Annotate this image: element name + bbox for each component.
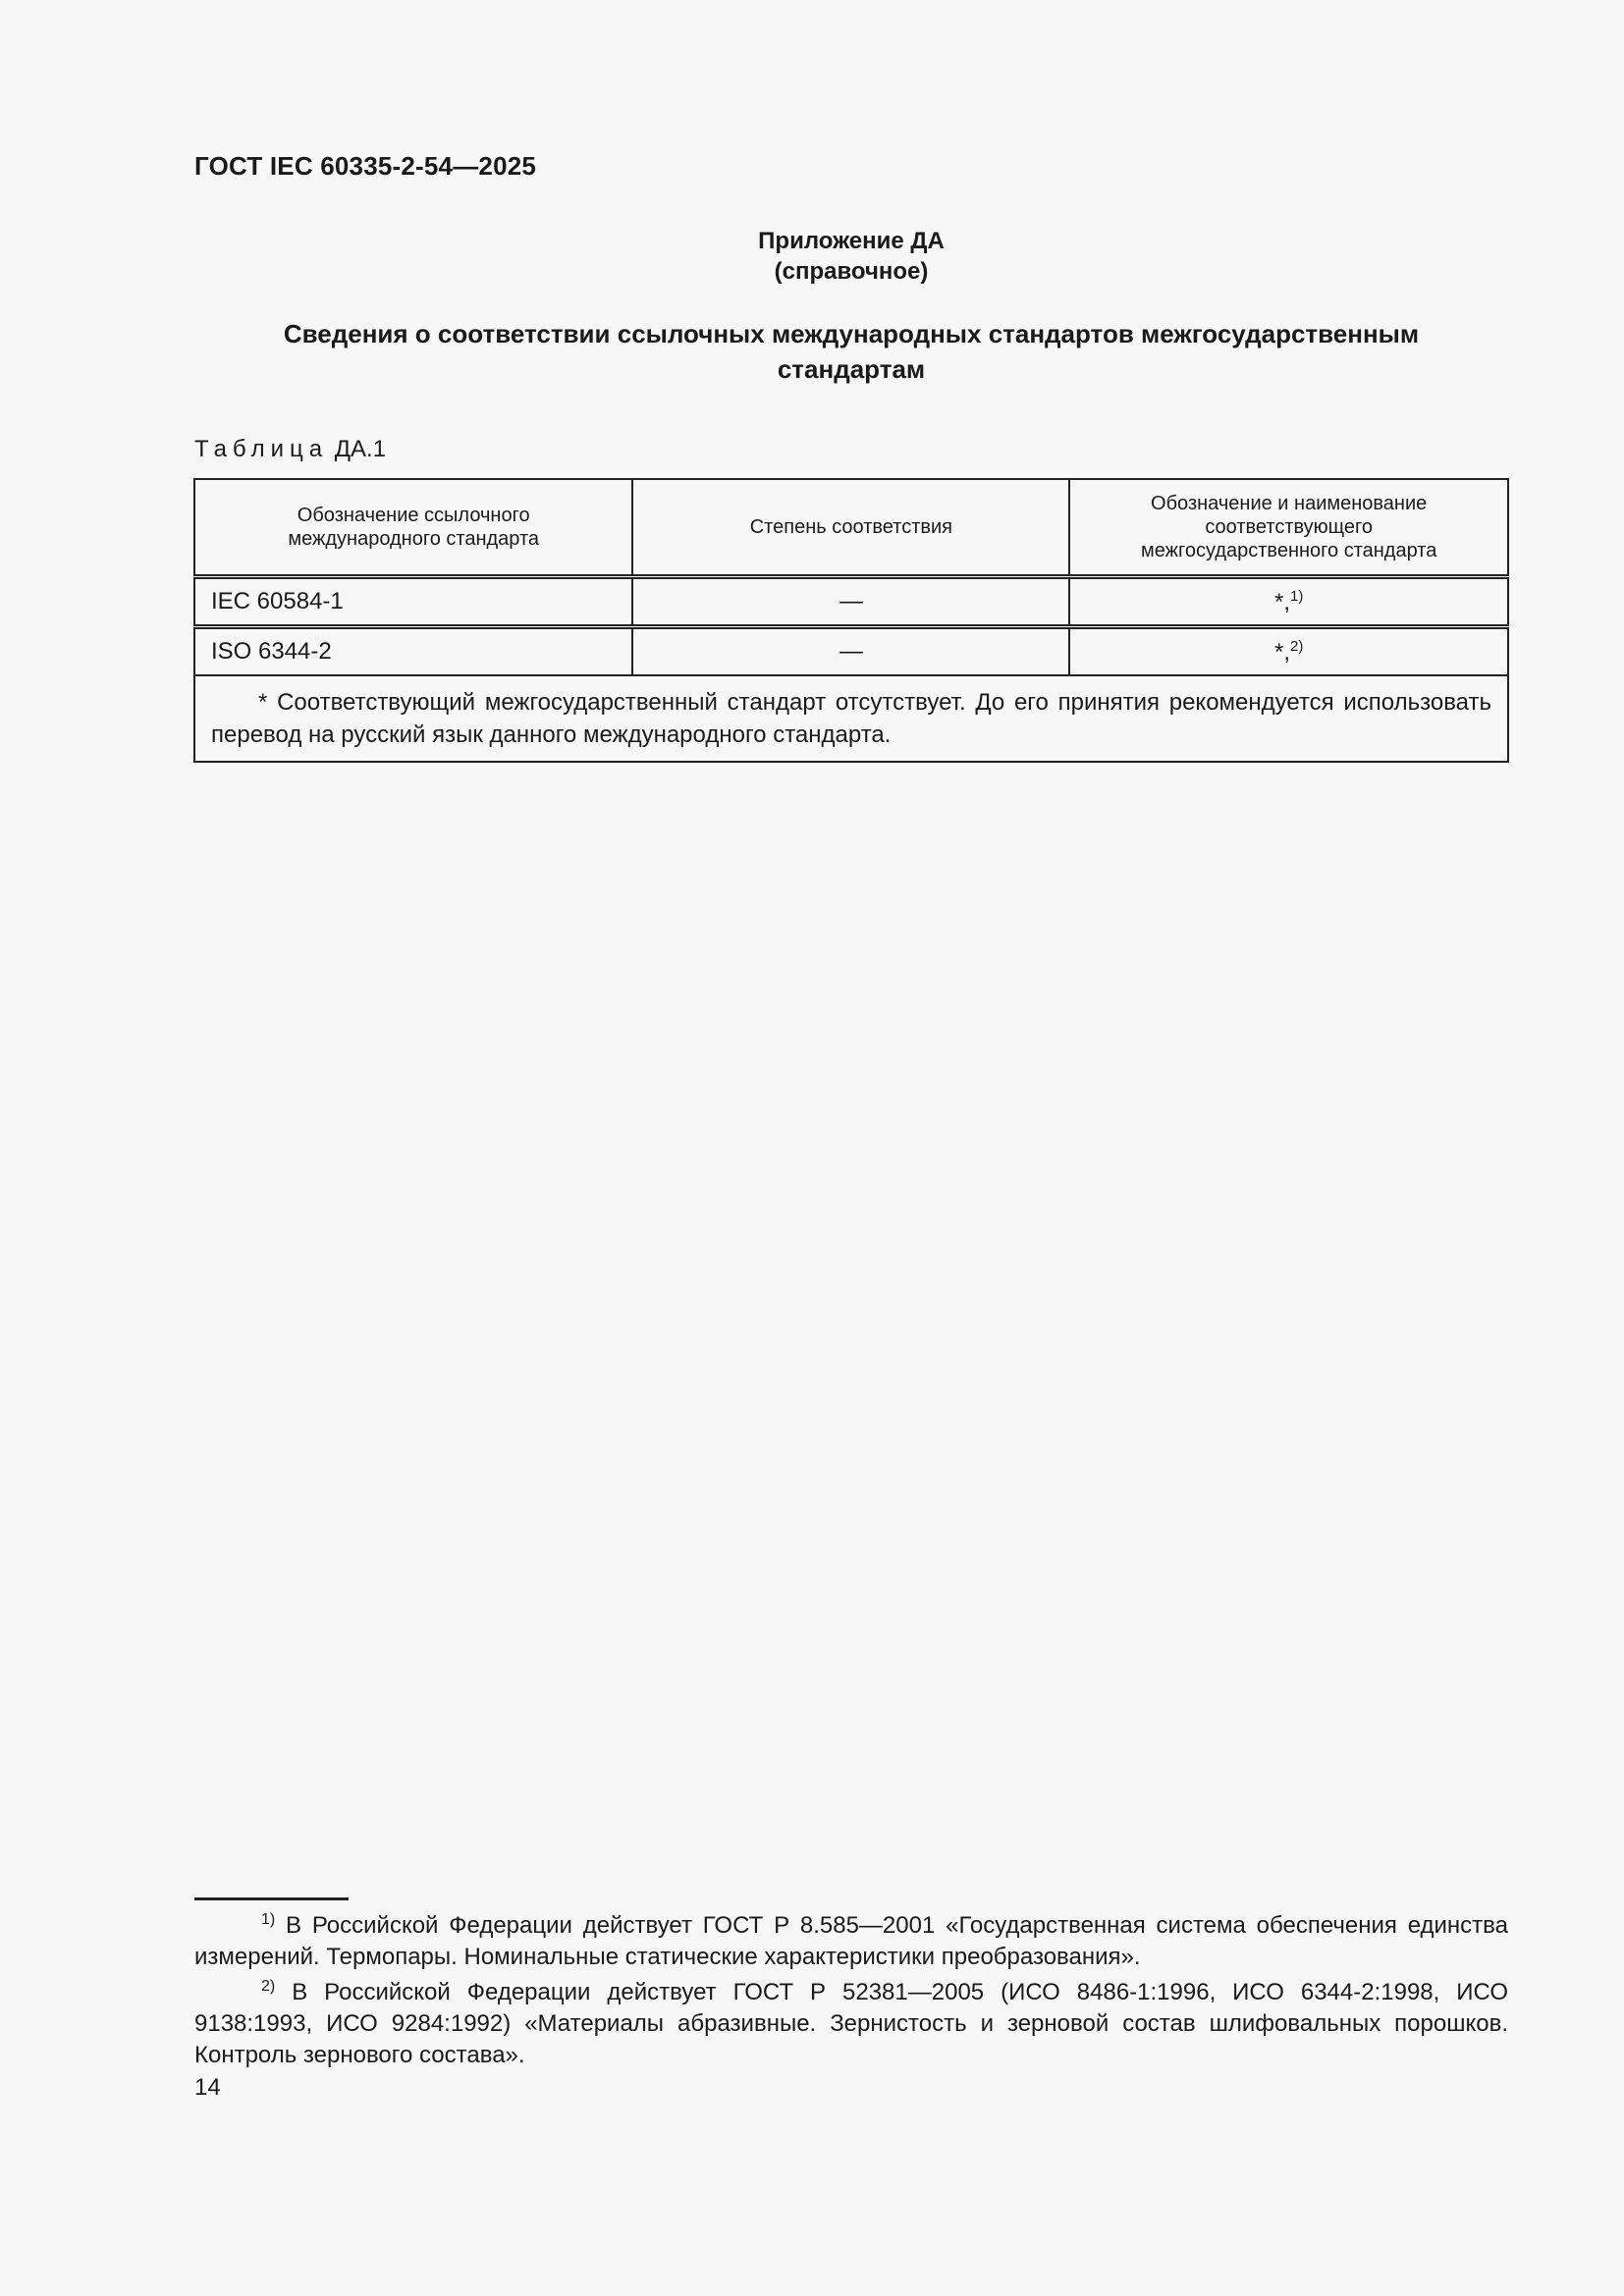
column-header-degree-text: Степень соответствия [749, 516, 952, 538]
footnote-2-mark: 2) [261, 1978, 276, 1995]
table-note: * Соответствующий межгосударственный стандарт отсутствует. До его принятия рекомендуется использовать перевод на русский язык данного международного стандарта. [194, 675, 1508, 762]
cell-reference: ISO 6344-2 [194, 627, 632, 676]
column-header-degree [632, 479, 1069, 577]
cell-degree: — [632, 627, 1069, 676]
footnote-2-text: В Российской Федерации действует ГОСТ Р 52381—2005 (ИСО 8486-1:1996, ИСО 6344-2:1998, ИСО 9138:1993, ИСО 9284:1992) «Материалы абразивные. Зернистость и зерновой состав шлифовальных порошков. Контроль зернового состава». [194, 1979, 1509, 2068]
designation-mark: *, [1273, 588, 1290, 615]
standards-correspondence-table [193, 478, 1509, 763]
cell-designation [1069, 577, 1508, 627]
footnote-1-text: В Российской Федерации действует ГОСТ Р 8.585—2001 «Государственная система обеспечения единства измерений. Термопары. Номинальные статические характеристики преобразования». [194, 1912, 1508, 1970]
table-caption [194, 436, 386, 463]
table-header-row [194, 479, 1508, 577]
column-header-reference [194, 479, 632, 577]
table-row [194, 627, 1508, 676]
column-header-reference-text: Обозначение ссылочного международного стандарта [288, 505, 540, 550]
footnote-2 [194, 1971, 1508, 2071]
page-number: 14 [194, 2074, 221, 2101]
table-caption-word: Таблица [194, 436, 329, 462]
footnote-ref: 1) [1290, 587, 1304, 605]
annex-status: (справочное) [774, 258, 929, 285]
footnote-1-mark: 1) [261, 1911, 276, 1928]
cell-designation [1069, 627, 1508, 676]
footnote-separator [194, 1897, 349, 1900]
document-code: ГОСТ IEC 60335-2-54—2025 [194, 151, 537, 181]
footnote-1 [194, 1904, 1508, 1973]
annex-heading-line-1: Сведения о соответствии ссылочных международных стандартов межгосударственным [283, 319, 1420, 348]
table-row [194, 577, 1508, 627]
column-header-designation-text: Обозначение и наименование соответствующего межгосударственного стандарта [1141, 493, 1437, 561]
annex-heading [194, 316, 1508, 387]
designation-mark: *, [1273, 638, 1290, 666]
cell-reference: IEC 60584-1 [194, 577, 632, 627]
annex-heading-line-2: стандартам [777, 354, 926, 384]
footnote-ref: 2) [1290, 637, 1304, 655]
table-note-row [194, 675, 1508, 762]
column-header-designation [1069, 479, 1508, 577]
annex-label [194, 226, 1508, 287]
cell-degree: — [632, 577, 1069, 627]
annex-title: Приложение ДА [758, 228, 945, 254]
table-caption-number: ДА.1 [334, 436, 387, 462]
